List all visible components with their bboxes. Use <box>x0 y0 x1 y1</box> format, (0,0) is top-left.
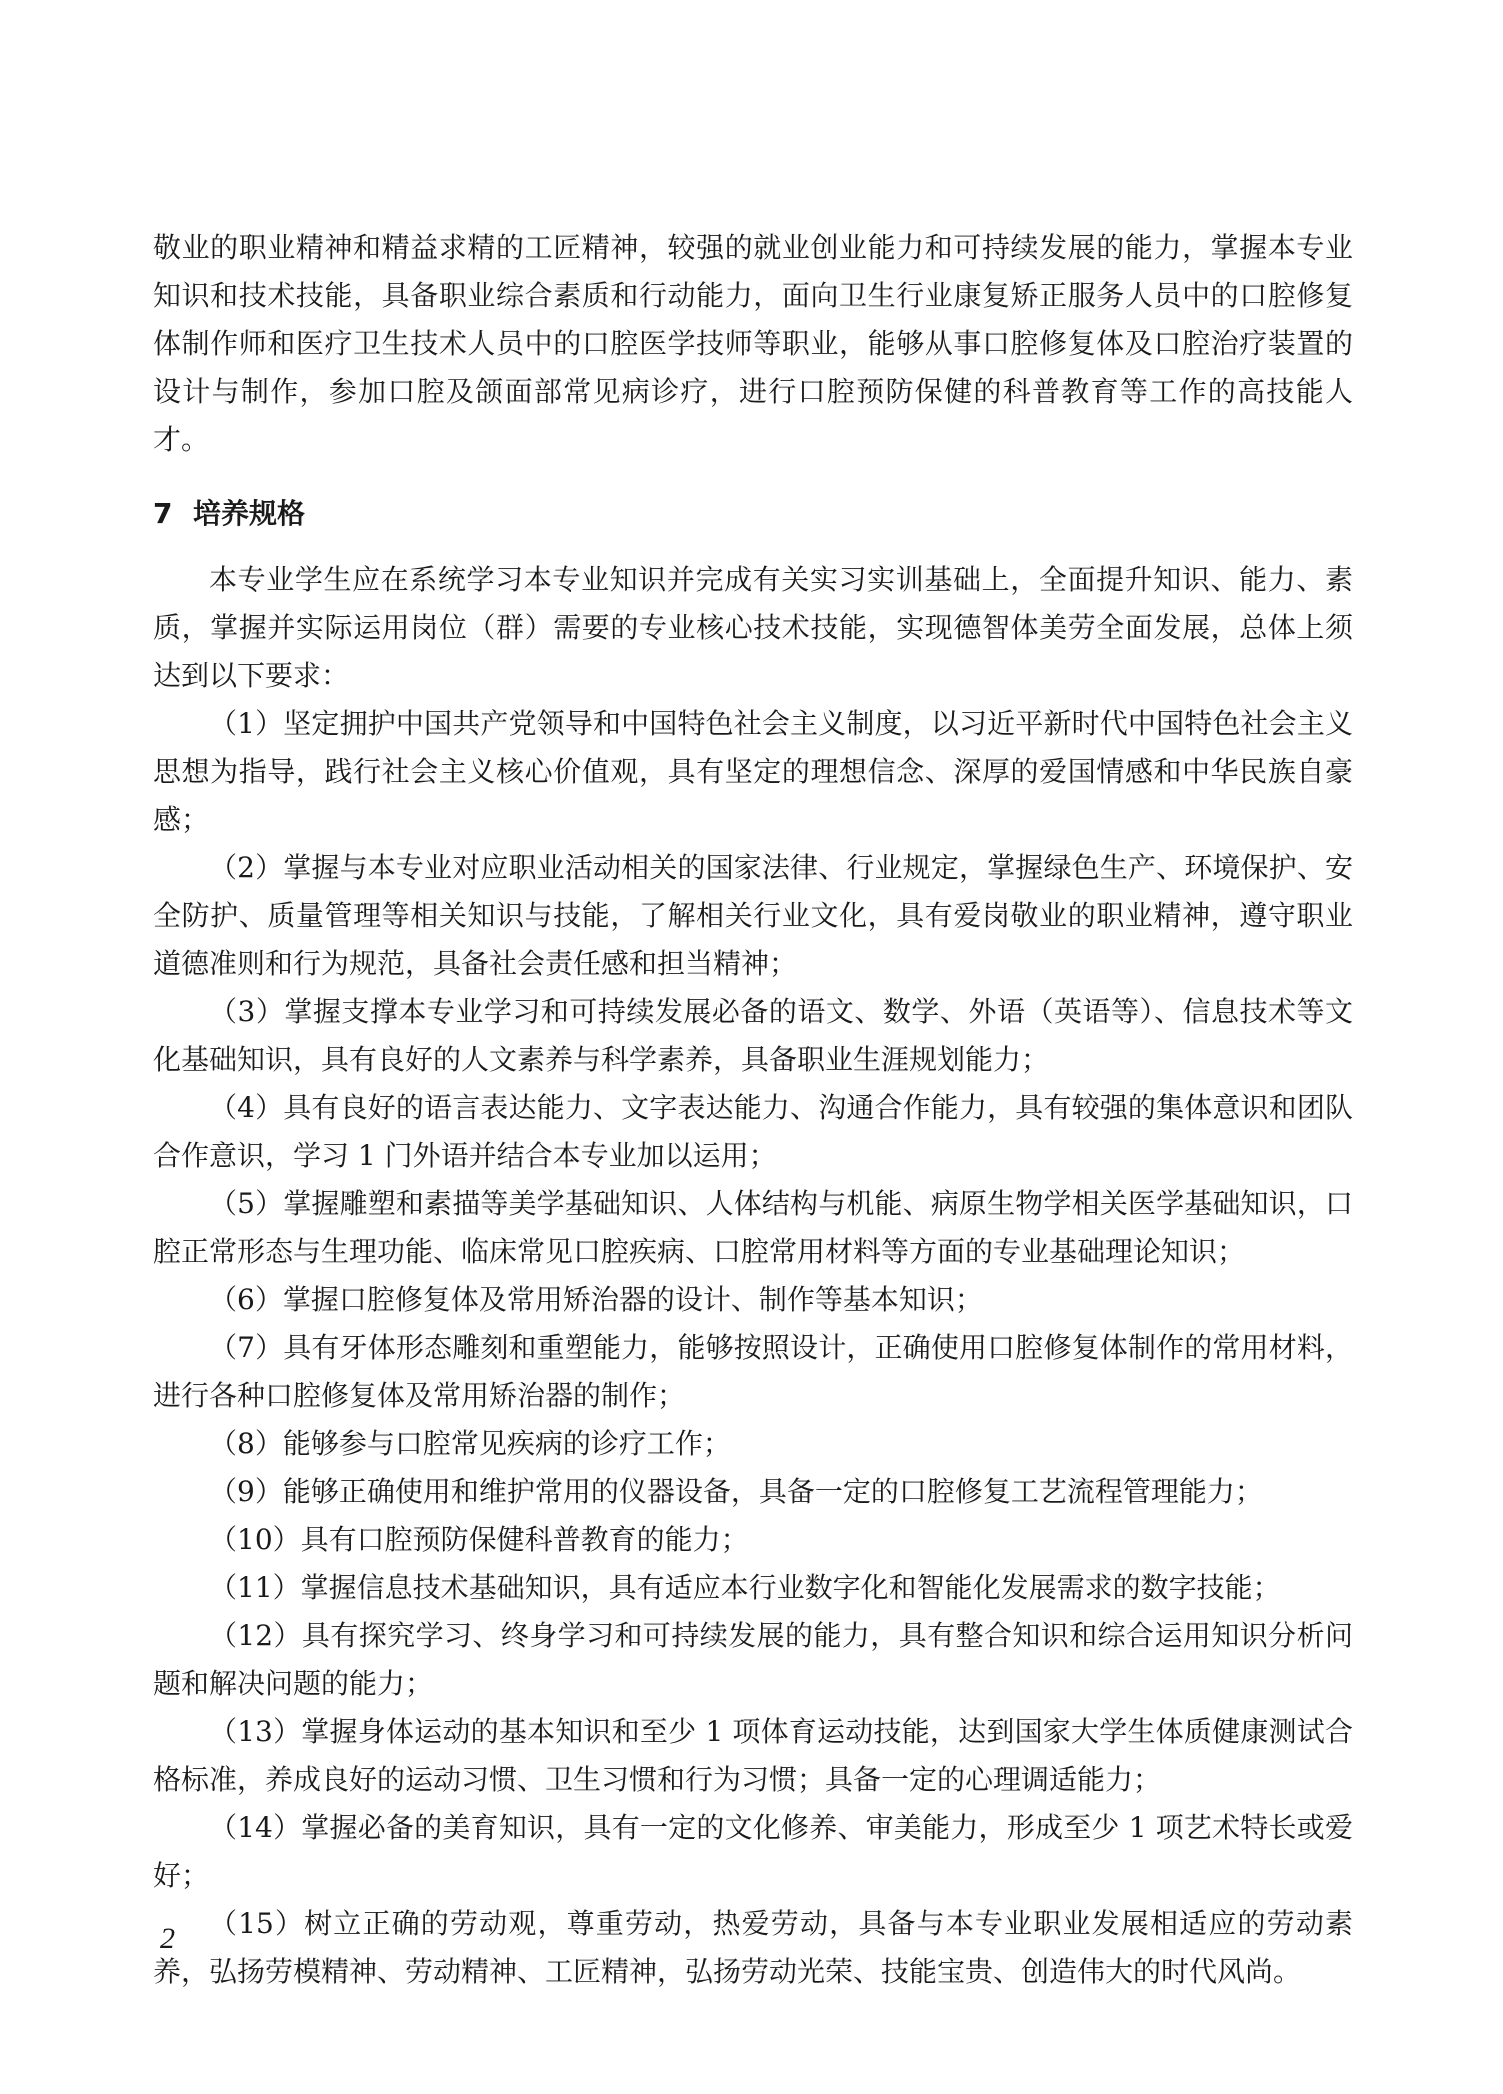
section-lead-paragraph: 本专业学生应在系统学习本专业知识并完成有关实习实训基础上，全面提升知识、能力、素质，掌握并实际运用岗位（群）需要的专业核心技术技能，实现德智体美劳全面发展，总体上须达到以下要求： <box>153 563 1353 692</box>
requirement-item-2: （2）掌握与本专业对应职业活动相关的国家法律、行业规定，掌握绿色生产、环境保护、安全防护、质量管理等相关知识与技能，了解相关行业文化，具有爱岗敬业的职业精神，遵守职业道德准则和行为规范，具备社会责任感和担当精神； <box>153 851 1353 980</box>
requirement-item-14: （14）掌握必备的美育知识，具有一定的文化修养、审美能力，形成至少 1 项艺术特长或爱好； <box>153 1811 1353 1892</box>
requirement-item-9: （9）能够正确使用和维护常用的仪器设备，具备一定的口腔修复工艺流程管理能力； <box>209 1475 1263 1508</box>
requirement-item-4: （4）具有良好的语言表达能力、文字表达能力、沟通合作能力，具有较强的集体意识和团队合作意识，学习 1 门外语并结合本专业加以运用； <box>153 1091 1353 1172</box>
section-heading <box>153 492 1353 536</box>
requirement-item-13: （13）掌握身体运动的基本知识和至少 1 项体育运动技能，达到国家大学生体质健康测试合格标准，养成良好的运动习惯、卫生习惯和行为习惯；具备一定的心理调适能力； <box>153 1715 1353 1796</box>
page-number: 2 <box>160 1922 175 1955</box>
requirement-item-6: （6）掌握口腔修复体及常用矫治器的设计、制作等基本知识； <box>209 1283 983 1316</box>
section-number: 7 <box>153 497 173 530</box>
requirement-item-15: （15）树立正确的劳动观，尊重劳动，热爱劳动，具备与本专业职业发展相适应的劳动素养，弘扬劳模精神、劳动精神、工匠精神，弘扬劳动光荣、技能宝贵、创造伟大的时代风尚。 <box>153 1907 1353 1988</box>
requirement-item-8: （8）能够参与口腔常见疾病的诊疗工作； <box>209 1427 731 1460</box>
page-content <box>153 224 1353 1996</box>
requirement-item-7: （7）具有牙体形态雕刻和重塑能力，能够按照设计，正确使用口腔修复体制作的常用材料，进行各种口腔修复体及常用矫治器的制作； <box>153 1331 1353 1412</box>
intro-paragraph: 敬业的职业精神和精益求精的工匠精神，较强的就业创业能力和可持续发展的能力，掌握本专业知识和技术技能，具备职业综合素质和行动能力，面向卫生行业康复矫正服务人员中的口腔修复体制作师和医疗卫生技术人员中的口腔医学技师等职业，能够从事口腔修复体及口腔治疗装置的设计与制作，参加口腔及颌面部常见病诊疗，进行口腔预防保健的科普教育等工作的高技能人才。 <box>153 231 1353 456</box>
requirement-item-5: （5）掌握雕塑和素描等美学基础知识、人体结构与机能、病原生物学相关医学基础知识，口腔正常形态与生理功能、临床常见口腔疾病、口腔常用材料等方面的专业基础理论知识； <box>153 1187 1353 1268</box>
requirement-item-11: （11）掌握信息技术基础知识，具有适应本行业数字化和智能化发展需求的数字技能； <box>209 1571 1281 1604</box>
requirement-item-1: （1）坚定拥护中国共产党领导和中国特色社会主义制度，以习近平新时代中国特色社会主义思想为指导，践行社会主义核心价值观，具有坚定的理想信念、深厚的爱国情感和中华民族自豪感； <box>153 707 1353 836</box>
section-title: 培养规格 <box>193 497 306 530</box>
requirement-item-10: （10）具有口腔预防保健科普教育的能力； <box>209 1523 749 1556</box>
requirement-item-3: （3）掌握支撑本专业学习和可持续发展必备的语文、数学、外语（英语等）、信息技术等文化基础知识，具有良好的人文素养与科学素养，具备职业生涯规划能力； <box>153 995 1353 1076</box>
requirement-item-12: （12）具有探究学习、终身学习和可持续发展的能力，具有整合知识和综合运用知识分析问题和解决问题的能力； <box>153 1619 1353 1700</box>
